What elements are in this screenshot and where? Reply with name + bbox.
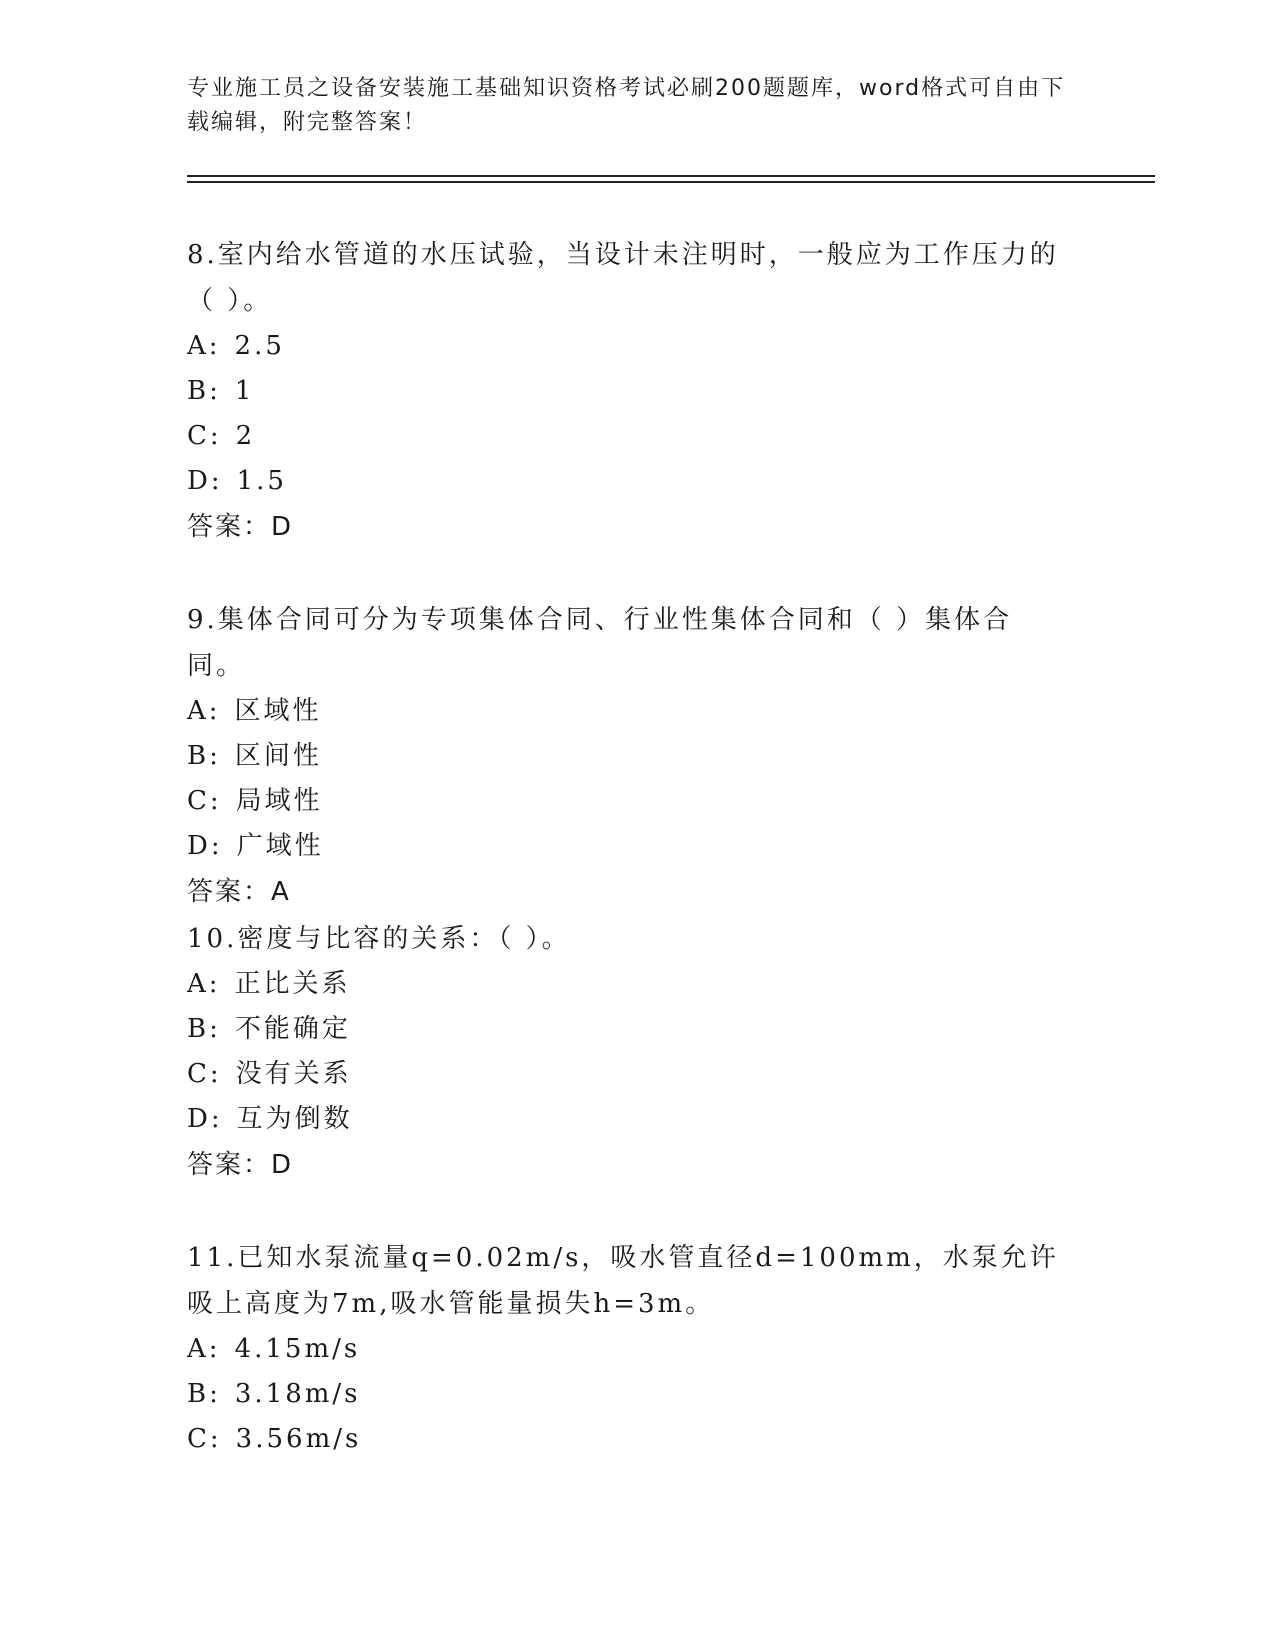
question-10 [187, 916, 1067, 1188]
answer-line: 答案：D [187, 512, 294, 542]
option-a [187, 324, 1067, 369]
option-separator: : [209, 1014, 221, 1044]
option-letter: A [187, 696, 209, 726]
option-letter: C [187, 1424, 210, 1454]
question-stem: 10.密度与比容的关系：（ ）。 [187, 924, 571, 954]
option-separator: : [209, 376, 221, 406]
option-letter: B [187, 741, 210, 771]
document-header: 专业施工员之设备安装施工基础知识资格考试必刷200题题库，word格式可自由下载编辑，附完整答案！ [187, 76, 1066, 135]
option-c [187, 1417, 1067, 1462]
option-letter: C [187, 421, 210, 451]
option-letter: B [187, 376, 210, 406]
option-separator: : [209, 1424, 222, 1454]
option-text: 广域性 [236, 831, 324, 861]
question-stem: 8.室内给水管道的水压试验，当设计未注明时，一般应为工作压力的（ ）。 [187, 240, 1059, 316]
option-text: 区间性 [234, 741, 322, 771]
option-letter: A [187, 969, 209, 999]
question-8 [187, 232, 1067, 550]
option-text: 1 [234, 376, 255, 406]
option-text: 正比关系 [234, 969, 351, 999]
option-b [187, 1372, 1067, 1417]
option-c [187, 414, 1067, 459]
question-11 [187, 1235, 1067, 1462]
option-text: 4.15m/s [234, 1334, 361, 1364]
option-letter: C [187, 786, 210, 816]
option-text: 2 [235, 421, 256, 451]
option-separator: : [210, 466, 223, 496]
question-stem: 9.集体合同可分为专项集体合同、行业性集体合同和（ ）集体合同。 [187, 605, 1013, 681]
option-letter: D [187, 1104, 211, 1134]
option-d [187, 824, 1067, 869]
option-c [187, 1052, 1067, 1097]
question-9 [187, 597, 1067, 915]
option-separator: : [210, 831, 223, 861]
option-b [187, 369, 1067, 414]
option-separator: : [208, 969, 221, 999]
option-separator: : [209, 1379, 221, 1409]
option-text: 没有关系 [235, 1059, 352, 1089]
option-d [187, 1097, 1067, 1142]
option-a [187, 1327, 1067, 1372]
question-stem: 11.已知水泵流量q=0.02m/s，吸水管直径d=100mm，水泵允许吸上高度为7m,吸水管能量损失h=3m。 [187, 1243, 1059, 1319]
option-separator: : [208, 331, 221, 361]
option-separator: : [209, 421, 222, 451]
option-text: 区域性 [234, 696, 322, 726]
header-divider-bottom [187, 181, 1155, 183]
option-b [187, 1007, 1067, 1052]
option-separator: : [208, 1334, 221, 1364]
answer-line: 答案：A [187, 877, 291, 907]
option-text: 1.5 [236, 466, 287, 496]
option-c [187, 779, 1067, 824]
option-text: 3.56m/s [235, 1424, 362, 1454]
option-separator: : [208, 696, 221, 726]
option-text: 不能确定 [234, 1014, 351, 1044]
option-letter: C [187, 1059, 210, 1089]
option-letter: A [187, 331, 209, 361]
option-letter: D [187, 831, 211, 861]
option-separator: : [210, 1104, 223, 1134]
option-a [187, 689, 1067, 734]
option-letter: B [187, 1014, 210, 1044]
option-separator: : [209, 786, 222, 816]
option-letter: B [187, 1379, 210, 1409]
option-text: 3.18m/s [234, 1379, 361, 1409]
option-b [187, 734, 1067, 779]
option-text: 2.5 [234, 331, 285, 361]
option-letter: A [187, 1334, 209, 1364]
option-separator: : [209, 741, 221, 771]
option-letter: D [187, 466, 211, 496]
option-text: 局域性 [235, 786, 323, 816]
option-d [187, 459, 1067, 504]
header-divider-top [187, 175, 1155, 177]
answer-line: 答案：D [187, 1150, 294, 1180]
option-separator: : [209, 1059, 222, 1089]
option-a [187, 962, 1067, 1007]
option-text: 互为倒数 [236, 1104, 353, 1134]
